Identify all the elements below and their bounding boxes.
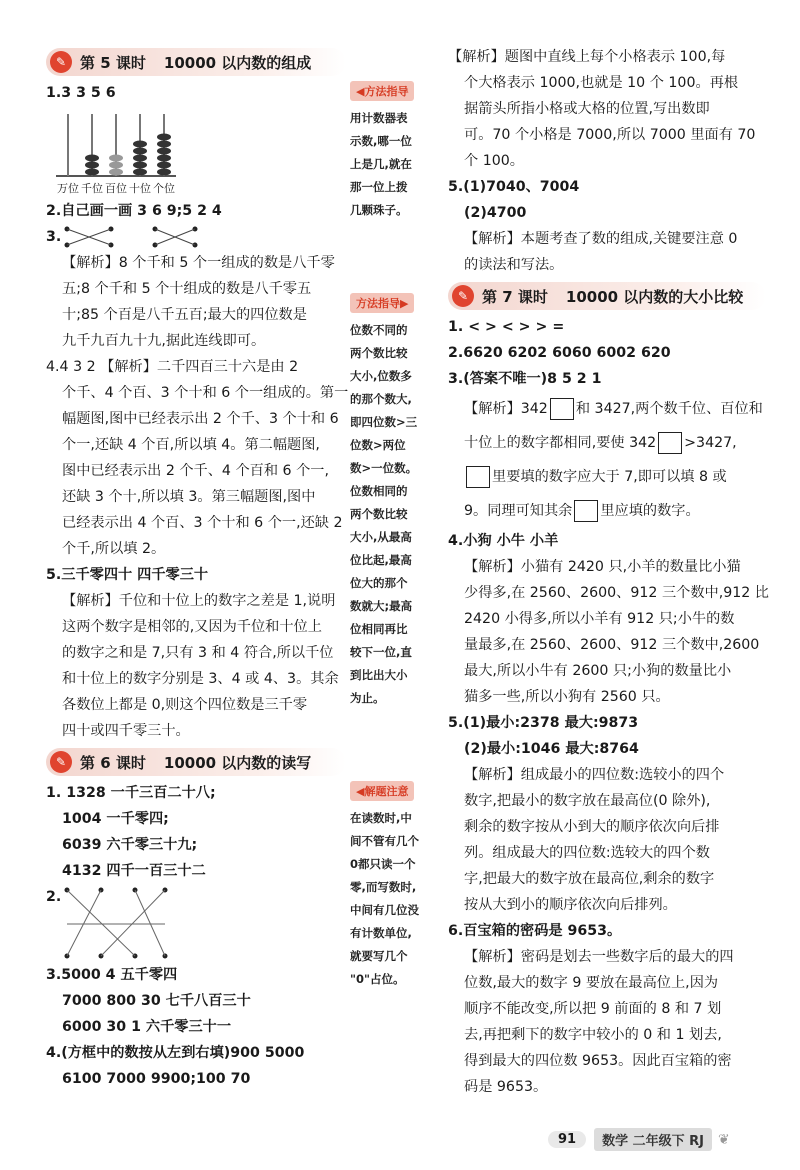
- right-column: [448, 44, 769, 1100]
- l7-q5-exp: 剩余的数字按从小到大的顺序依次向后排: [464, 819, 720, 835]
- l7-q4-exp: 少得多,在 2560、2600、912 三个数中,912 比: [464, 585, 769, 601]
- matching-lines-figure: [61, 884, 171, 962]
- l6-q4: 4.(方框中的数按从左到右填)900 5000: [46, 1045, 305, 1061]
- l6-q4: 6100 7000 9900;100 70: [62, 1071, 251, 1087]
- r-top-exp: 个大格表示 1000,也就是 10 个 100。再根: [464, 75, 739, 91]
- abacus-label: 个位: [153, 182, 175, 195]
- l5-q4: 个千,所以填 2。: [62, 541, 166, 557]
- l6-q1: 4132 四千一百三十二: [62, 863, 206, 879]
- abacus-label: 万位: [57, 182, 79, 195]
- l5-q5-exp: 各数位上都是 0,则这个四位数是三千零: [62, 697, 308, 713]
- lesson5-number: 第 5 课时: [80, 53, 146, 72]
- pencil-icon: ✎: [50, 751, 72, 773]
- l7-q6: 6.百宝箱的密码是 9653。: [448, 923, 622, 939]
- lesson7-title: 10000 以内数的大小比较: [565, 287, 744, 306]
- lesson7-header: [448, 282, 766, 310]
- l6-q3: 7000 800 30 七千八百三十: [62, 993, 251, 1009]
- l7-q5b: (2)最小:1046 最大:8764: [464, 741, 639, 757]
- matching-lines-figure: [61, 225, 201, 249]
- l7-q6-exp: 位数,最大的数字 9 要放在最高位上,因为: [464, 975, 719, 991]
- r-top-exp: 据箭头所指小格或大格的位置,写出数即: [464, 101, 710, 117]
- l5-q3-exp: 十;85 个百是八千五百;最大的四位数是: [62, 307, 307, 323]
- l5-q4: 已经表示出 4 个百、3 个十和 6 个一,还缺 2: [62, 515, 343, 531]
- l7-q5-exp: 数字,把最小的数字放在最高位(0 除外),: [464, 793, 711, 809]
- l7-q3-exp: 9。同理可知其余 里应填的数字。: [464, 494, 766, 528]
- pencil-icon: ✎: [50, 51, 72, 73]
- book-subject: 数学 二年级下 RJ: [594, 1128, 712, 1151]
- l5-q3-row: [46, 224, 346, 250]
- l7-q6-exp: 顺序不能改变,所以把 9 前面的 8 和 7 划: [464, 1001, 722, 1017]
- l5-q1: 1.3 3 5 6: [46, 85, 116, 101]
- l7-q3: 3.(答案不唯一)8 5 2 1: [448, 371, 602, 387]
- l7-q4-exp: 【解析】小猫有 2420 只,小羊的数量比小猫: [464, 559, 741, 575]
- l7-q6-exp: 去,再把剩下的数字中较小的 0 和 1 划去,: [464, 1027, 722, 1043]
- l5-q4: 个一,还缺 4 个百,所以填 4。第二幅题图,: [62, 437, 320, 453]
- abacus-label: 百位: [105, 182, 127, 195]
- l7-q4-exp: 最大,所以小牛有 2600 只;小狗的数量比小: [464, 663, 732, 679]
- r-q5-exp: 【解析】本题考查了数的组成,关键要注意 0: [464, 231, 738, 247]
- l7-q5-exp: 字,把最大的数字放在最高位,剩余的数字: [464, 871, 715, 887]
- l6-q3: 6000 30 1 六千零三十一: [62, 1019, 232, 1035]
- l7-q2: 2.6620 6202 6060 6002 620: [448, 345, 671, 361]
- l6-q1: 6039 六千零三十九;: [62, 837, 198, 853]
- l7-q3-exp: 十位上的数字都相同,要使 342 >3427,: [464, 426, 766, 460]
- lesson7-number: 第 7 课时: [482, 287, 548, 306]
- l5-q5-exp: 这两个数字是相邻的,又因为千位和十位上: [62, 619, 322, 635]
- l7-q4-exp: 猫多一些,所以小狗有 2560 只。: [464, 689, 670, 705]
- l7-q4-exp: 量最多,在 2560、2600、912 三个数中,2600: [464, 637, 760, 653]
- l6-q1: 1. 1328 一千三百二十八;: [46, 785, 216, 801]
- side-notes: [350, 80, 440, 991]
- lesson6-title: 10000 以内数的读写: [163, 753, 312, 772]
- r-top-exp: 【解析】题图中直线上每个小格表示 100,每: [448, 49, 726, 65]
- l5-q5: 5.三千零四十 四千零三十: [46, 567, 209, 583]
- lesson5-header: [46, 48, 346, 76]
- l7-q3-exp: 里要填的数字应大于 7,即可以填 8 或: [464, 460, 766, 494]
- l6-q2-row: [46, 884, 346, 962]
- r-q5-exp: 的读法和写法。: [464, 257, 564, 273]
- abacus-label: 十位: [129, 182, 151, 195]
- l5-q4: 还缺 3 个十,所以填 3。第三幅题图,图中: [62, 489, 316, 505]
- side-note-3: 在读数时,中 间不管有几个 0都只读一个 零,而写数时, 中间有几位没 有计数单位, 就要写几个 "0"占位。: [350, 811, 419, 986]
- r-q5-2: (2)4700: [464, 205, 527, 221]
- l7-q3-exp: 【解析】342 和 3427,两个数千位、百位和: [464, 392, 766, 426]
- l6-q3: 3.5000 4 五千零四: [46, 967, 178, 983]
- method-guide-tag: 方法指导▶: [350, 293, 414, 313]
- l7-q6-exp: 得到最大的四位数 9653。因此百宝箱的密: [464, 1053, 732, 1069]
- l5-q3: 3.: [46, 229, 62, 245]
- page-footer: [548, 1128, 730, 1151]
- l5-q3-exp: 五;8 个千和 5 个十组成的数是八千零五: [62, 281, 312, 297]
- blank-box: [466, 466, 490, 488]
- l5-q5-exp: 四十或四千零三十。: [62, 723, 190, 739]
- lesson6-number: 第 6 课时: [80, 753, 146, 772]
- l7-q5a: 5.(1)最小:2378 最大:9873: [448, 715, 639, 731]
- r-top-exp: 可。70 个小格是 7000,所以 7000 里面有 70: [464, 127, 756, 143]
- blank-box: [574, 500, 598, 522]
- l5-q2: 2.自己画一画 3 6 9;5 2 4: [46, 203, 222, 219]
- method-guide-tag: ◀方法指导: [350, 81, 414, 101]
- r-top-exp: 个 100。: [464, 153, 524, 169]
- l6-q2: 2.: [46, 889, 62, 905]
- l5-q3-exp: 九千九百九十九,据此连线即可。: [62, 333, 266, 349]
- blank-box: [658, 432, 682, 454]
- abacus-figure: [46, 106, 186, 198]
- r-q5-1: 5.(1)7040、7004: [448, 179, 580, 195]
- left-column: [46, 44, 349, 1092]
- l5-q4: 4.4 3 2 【解析】二千四百三十六是由 2: [46, 359, 299, 375]
- pencil-icon: ✎: [452, 285, 474, 307]
- abacus-label: 千位: [81, 182, 103, 195]
- l7-q4-exp: 2420 小得多,所以小羊有 912 只;小牛的数: [464, 611, 735, 627]
- l5-q4: 幅题图,图中已经表示出 2 个千、3 个十和 6: [62, 411, 339, 427]
- l6-q1: 1004 一千零四;: [62, 811, 169, 827]
- leaf-icon: ❦: [718, 1131, 730, 1148]
- side-note-1: 用计数器表 示数,哪一位 上是几,就在 那一位上拨 几颗珠子。: [350, 111, 412, 217]
- l7-q6-exp: 【解析】密码是划去一些数字后的最大的四: [464, 949, 734, 965]
- attention-tag: ◀解题注意: [350, 781, 414, 801]
- l7-q6-exp: 码是 9653。: [464, 1079, 548, 1095]
- l5-q5-exp: 【解析】千位和十位上的数字之差是 1,说明: [62, 593, 336, 609]
- l7-q4: 4.小狗 小牛 小羊: [448, 533, 559, 549]
- l7-q5-exp: 列。组成最大的四位数:选较大的四个数: [464, 845, 710, 861]
- l7-q1: 1. < > < > > =: [448, 319, 565, 335]
- blank-box: [550, 398, 574, 420]
- l5-q4: 个千、4 个百、3 个十和 6 个一组成的。第一: [62, 385, 349, 401]
- side-note-2: 位数不同的 两个数比较 大小,位数多 的那个数大, 即四位数>三 位数>两位 数>一位数。 位数相同的 两个数比较 大小,从最高 位比起,最高 位大的那个 数就大;最高 位相同再比 较下一位,直 到比出大小 为止。: [350, 323, 418, 705]
- l7-q5-exp: 按从大到小的顺序依次向后排列。: [464, 897, 677, 913]
- l7-q5-exp: 【解析】组成最小的四位数:选较小的四个: [464, 767, 725, 783]
- lesson5-title: 10000 以内数的组成: [163, 53, 312, 72]
- l5-q5-exp: 和十位上的数字分别是 3、4 或 4、3。其余: [62, 671, 339, 687]
- l5-q5-exp: 的数字之和是 7,只有 3 和 4 符合,所以千位: [62, 645, 334, 661]
- lesson6-header: [46, 748, 346, 776]
- l5-q3-exp: 【解析】8 个千和 5 个一组成的数是八千零: [62, 255, 335, 271]
- l5-q4: 图中已经表示出 2 个千、4 个百和 6 个一,: [62, 463, 329, 479]
- page-number: 91: [548, 1131, 586, 1148]
